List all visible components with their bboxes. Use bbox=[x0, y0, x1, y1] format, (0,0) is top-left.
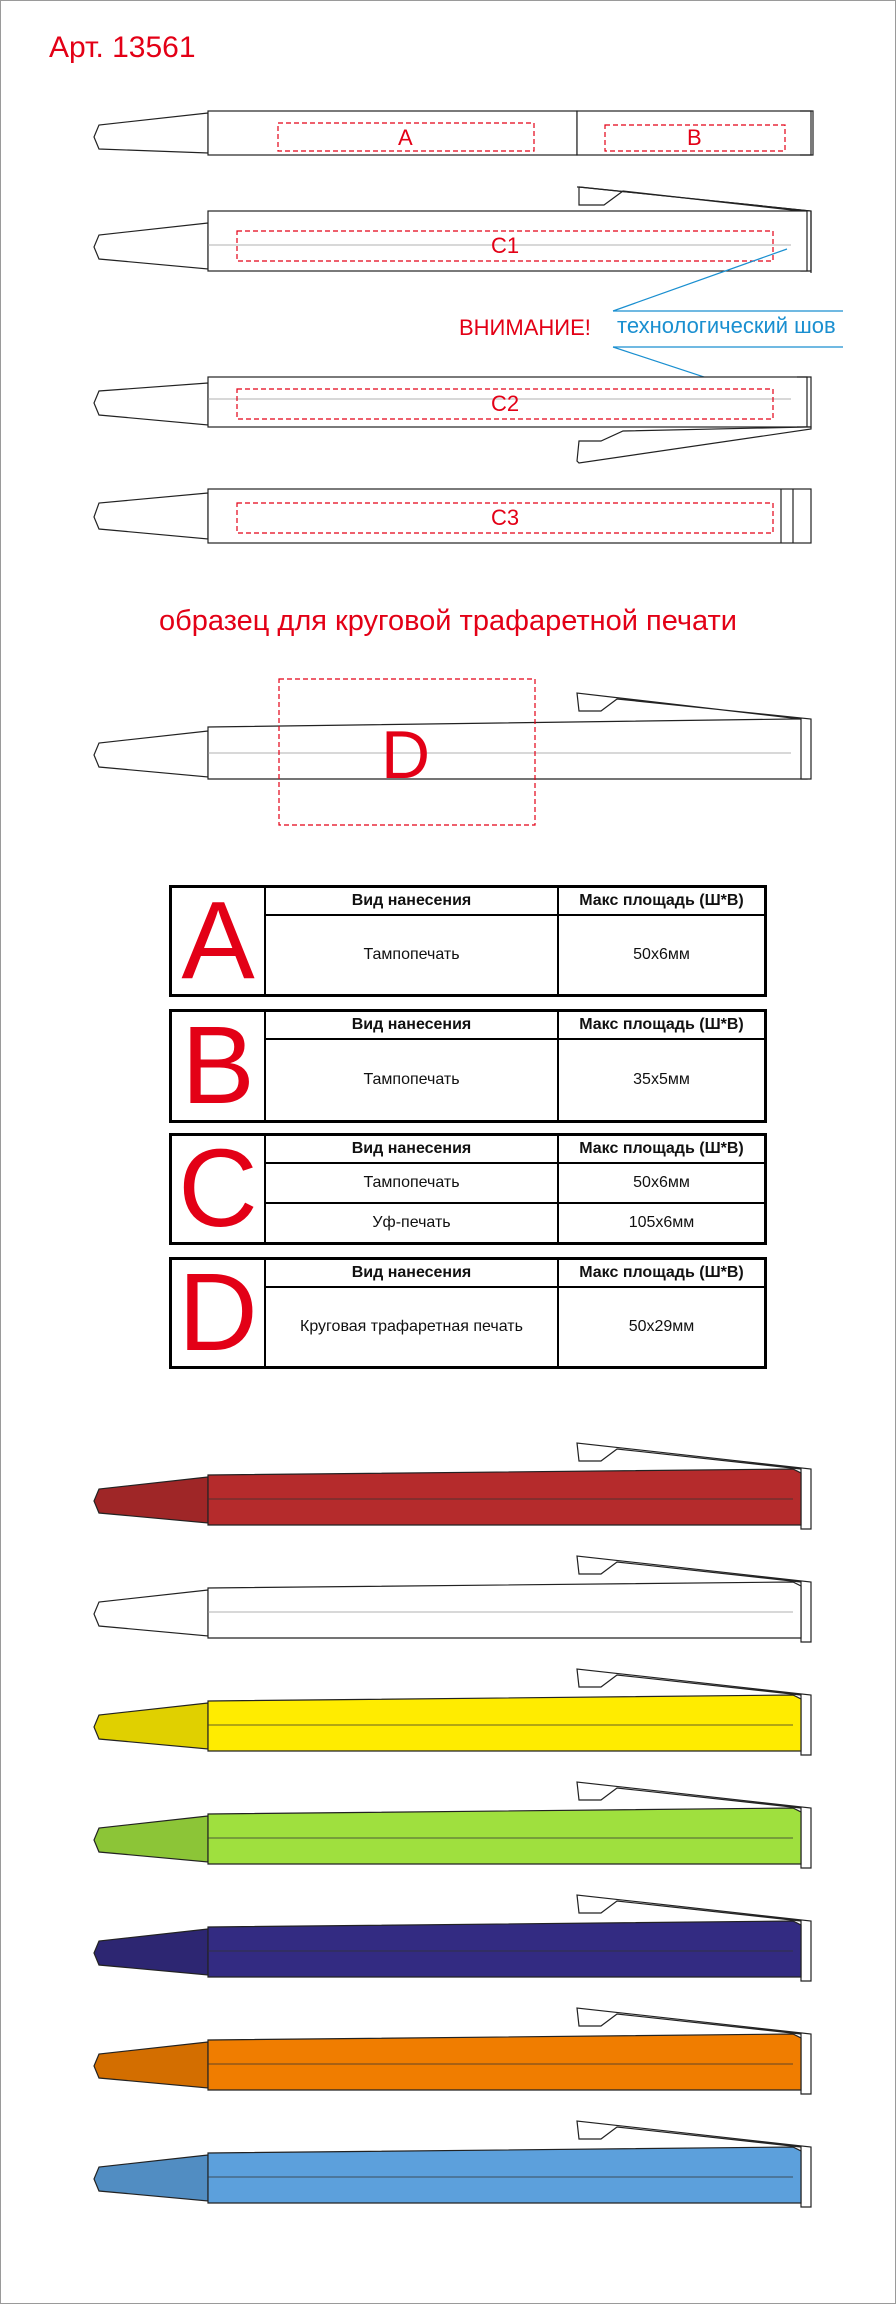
pen-barrel bbox=[208, 1695, 801, 1751]
zone-a-label: A bbox=[398, 125, 413, 150]
pen-clip-bottom bbox=[577, 427, 811, 463]
pen-tip bbox=[94, 383, 208, 425]
pen-tip bbox=[94, 2042, 208, 2088]
method-cell: Круговая трафаретная печать bbox=[266, 1288, 559, 1366]
colour-variant-pen bbox=[94, 1556, 811, 1642]
spec-table-a bbox=[169, 879, 767, 1002]
header-method: Вид нанесения bbox=[266, 1136, 559, 1162]
pen-barrel bbox=[208, 2147, 801, 2203]
pen-barrel bbox=[208, 1921, 801, 1977]
pen-view-c3 bbox=[94, 489, 811, 543]
header-max-area: Макс площадь (Ш*В) bbox=[579, 1264, 744, 1281]
pen-view-c2 bbox=[94, 377, 811, 463]
pen-tip bbox=[94, 493, 208, 539]
colour-variant-pen bbox=[94, 1782, 811, 1868]
header-max-area: Макс площадь (Ш*В) bbox=[579, 892, 744, 909]
colour-variant-pen bbox=[94, 2121, 811, 2207]
pen-tip bbox=[94, 1703, 208, 1749]
colour-variant-pen bbox=[94, 1443, 811, 1529]
pen-barrel bbox=[208, 719, 807, 779]
pen-tip bbox=[94, 1929, 208, 1975]
zone-c1-label: C1 bbox=[491, 233, 520, 258]
pen-barrel bbox=[208, 1469, 801, 1525]
zone-d-label: D bbox=[381, 717, 431, 793]
zone-c2-label: C2 bbox=[491, 391, 520, 416]
area-cell: 105х6мм bbox=[628, 1214, 695, 1231]
header-method: Вид нанесения bbox=[266, 888, 559, 914]
colour-variant-pen bbox=[94, 1669, 811, 1755]
table-letter: A bbox=[172, 888, 266, 994]
area-cell: 50х29мм bbox=[628, 1318, 695, 1335]
pen-tip bbox=[94, 2155, 208, 2201]
method-cell: Тампопечать bbox=[266, 1040, 559, 1120]
pen-barrel bbox=[208, 1582, 801, 1638]
article-number: Арт. 13561 bbox=[49, 31, 196, 64]
header-max-area: Макс площадь (Ш*В) bbox=[579, 1140, 744, 1157]
pen-view-d bbox=[94, 693, 811, 779]
seam-label: технологический шов bbox=[617, 313, 836, 338]
pen-tip bbox=[94, 1477, 208, 1523]
pen-barrel bbox=[208, 1808, 801, 1864]
table-letter: C bbox=[172, 1136, 266, 1242]
pen-tip bbox=[94, 113, 208, 153]
header-method: Вид нанесения bbox=[266, 1260, 559, 1286]
colour-variant-pen bbox=[94, 2008, 811, 2094]
table-letter: D bbox=[172, 1260, 266, 1366]
method-cell: Тампопечать bbox=[266, 1164, 559, 1202]
table-letter: B bbox=[172, 1012, 266, 1120]
spec-table-b bbox=[169, 1004, 767, 1127]
pen-tip bbox=[94, 1590, 208, 1636]
area-cell: 50х6мм bbox=[633, 1174, 690, 1191]
method-cell: Тампопечать bbox=[266, 916, 559, 994]
area-cell: 35х5мм bbox=[633, 1071, 690, 1088]
pen-barrel bbox=[208, 111, 577, 155]
pen-view-c1 bbox=[94, 187, 811, 273]
screen-print-title: образец для круговой трафаретной печати bbox=[158, 605, 738, 637]
header-method: Вид нанесения bbox=[266, 1012, 559, 1038]
pen-tip bbox=[94, 223, 208, 269]
colour-variant-pen bbox=[94, 1895, 811, 1981]
method-cell: Уф-печать bbox=[266, 1204, 559, 1242]
spec-table-d bbox=[169, 1251, 767, 1374]
pen-tip bbox=[94, 731, 208, 777]
pen-view-a-b bbox=[94, 111, 813, 155]
header-max-area: Макс площадь (Ш*В) bbox=[579, 1016, 744, 1033]
pen-tip bbox=[94, 1816, 208, 1862]
colour-variants bbox=[94, 1443, 811, 2207]
zone-b-label: B bbox=[687, 125, 702, 150]
pen-barrel bbox=[208, 2034, 801, 2090]
spec-table-c bbox=[169, 1127, 767, 1250]
area-cell: 50х6мм bbox=[633, 946, 690, 963]
warning-label: ВНИМАНИЕ! bbox=[459, 315, 591, 340]
zone-c3-label: C3 bbox=[491, 505, 520, 530]
